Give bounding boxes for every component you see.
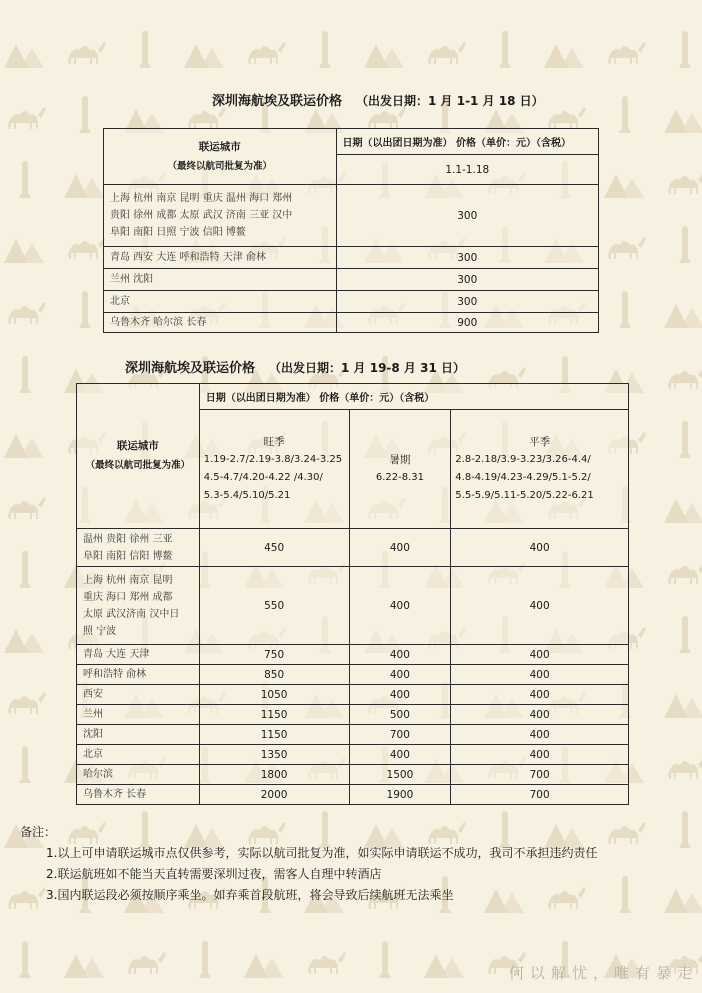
season-header bbox=[199, 410, 349, 529]
note-item: 3.国内联运段必须按顺序乘坐。如弃乘首段航班，将会导致后续航班无法乘坐 bbox=[46, 888, 454, 902]
obelisk-icon bbox=[302, 30, 348, 70]
table1-period: 1.1-1.18 bbox=[336, 155, 598, 185]
table1-row-cities bbox=[104, 269, 337, 291]
camel-icon bbox=[2, 95, 48, 135]
table1-row bbox=[104, 269, 599, 291]
table2-row bbox=[77, 745, 629, 765]
table1-price-table bbox=[103, 128, 599, 333]
obelisk-icon bbox=[2, 940, 48, 980]
table1-header-city-label: 联运城市 bbox=[198, 140, 241, 153]
obelisk-icon bbox=[602, 290, 648, 330]
table2-row-cities bbox=[77, 567, 200, 645]
city-list-line: 阜阳 南阳 日照 宁波 信阳 博鳌 bbox=[110, 227, 246, 238]
pyramid-icon bbox=[2, 615, 48, 655]
table2-row-cities bbox=[77, 725, 200, 745]
table2-row-cities bbox=[77, 529, 200, 567]
season-header bbox=[451, 410, 629, 529]
obelisk-icon bbox=[662, 810, 702, 850]
table2-row bbox=[77, 785, 629, 805]
city-list-line: 北京 bbox=[110, 296, 130, 307]
table1-title bbox=[212, 90, 544, 109]
table2-row bbox=[77, 645, 629, 665]
table2-row-cities bbox=[77, 765, 200, 785]
table2-row-price: 500 bbox=[349, 705, 451, 725]
table1-header-city bbox=[104, 129, 337, 185]
obelisk-icon bbox=[662, 615, 702, 655]
season-dates bbox=[455, 451, 624, 505]
table2-row-price: 750 bbox=[199, 645, 349, 665]
pyramid-icon bbox=[2, 420, 48, 460]
camel-icon bbox=[2, 485, 48, 525]
season-date-line: 2.8-2.18/3.9-3.23/3.26-4.4/ bbox=[455, 454, 591, 465]
season-date-line: 4.8-4.19/4.23-4.29/5.1-5.2/ bbox=[455, 472, 591, 483]
obelisk-icon bbox=[362, 940, 408, 980]
obelisk-icon bbox=[2, 550, 48, 590]
table1-row-price: 300 bbox=[336, 185, 598, 247]
table2-row-price: 1050 bbox=[199, 685, 349, 705]
table2-row-price: 400 bbox=[451, 705, 629, 725]
table2-header-city bbox=[77, 384, 200, 529]
pyramid-icon bbox=[662, 290, 702, 330]
obelisk-icon bbox=[662, 420, 702, 460]
camel-icon bbox=[422, 30, 468, 70]
table2-row-cities bbox=[77, 685, 200, 705]
camel-icon bbox=[2, 290, 48, 330]
season-dates bbox=[204, 451, 345, 505]
table1-row-cities bbox=[104, 185, 337, 247]
table1-header-date: 日期（以出团日期为准） 价格（单价：元）（含税） bbox=[336, 129, 598, 155]
obelisk-icon bbox=[182, 940, 228, 980]
city-list-line: 照 宁波 bbox=[83, 625, 117, 637]
table2-row bbox=[77, 529, 629, 567]
table2-row-price: 400 bbox=[349, 567, 451, 645]
table2-row-price: 1150 bbox=[199, 705, 349, 725]
table2-header-city-note: （最终以航司批复为准） bbox=[85, 460, 191, 471]
table1-row-price: 300 bbox=[336, 269, 598, 291]
city-list-line: 西安 bbox=[83, 689, 103, 700]
table1-title-text: 深圳海航埃及联运价格 bbox=[212, 94, 343, 109]
pyramid-icon bbox=[2, 225, 48, 265]
camel-icon bbox=[662, 355, 702, 395]
table2-row-cities bbox=[77, 645, 200, 665]
city-list-line: 哈尔滨 bbox=[83, 769, 113, 780]
obelisk-icon bbox=[62, 290, 108, 330]
table2-date-range: （出发日期：1 月 19-8 月 31 日） bbox=[269, 361, 465, 375]
table2-row bbox=[77, 725, 629, 745]
obelisk-icon bbox=[662, 225, 702, 265]
city-list-line: 沈阳 bbox=[83, 729, 103, 740]
table2-row-price: 1150 bbox=[199, 725, 349, 745]
season-date-line: 5.5-5.9/5.11-5.20/5.22-6.21 bbox=[455, 490, 594, 501]
table2-title-text: 深圳海航埃及联运价格 bbox=[125, 361, 256, 376]
pyramid-icon bbox=[422, 940, 468, 980]
table2-row bbox=[77, 705, 629, 725]
table2-row-price: 1800 bbox=[199, 765, 349, 785]
pyramid-icon bbox=[182, 30, 228, 70]
pyramid-icon bbox=[602, 160, 648, 200]
season-date-line: 5.3-5.4/5.10/5.21 bbox=[203, 490, 291, 501]
city-list-line: 兰州 沈阳 bbox=[110, 274, 154, 285]
camel-icon bbox=[62, 30, 108, 70]
obelisk-icon bbox=[122, 30, 168, 70]
pyramid-icon bbox=[242, 940, 288, 980]
pyramid-icon bbox=[2, 30, 48, 70]
table2-row-price: 550 bbox=[199, 567, 349, 645]
table1-row-cities bbox=[104, 291, 337, 313]
season-label: 旺季 bbox=[263, 436, 285, 448]
city-list-line: 贵阳 徐州 成都 太原 武汉 济南 三亚 汉中 bbox=[110, 210, 293, 221]
table1-row bbox=[104, 247, 599, 269]
table2-header-date: 日期（以出团日期为准） 价格（单价：元）（含税） bbox=[199, 384, 628, 410]
table2-price-table bbox=[76, 383, 629, 805]
table1-row-cities bbox=[104, 247, 337, 269]
city-list-line: 乌鲁木齐 长春 bbox=[83, 789, 147, 800]
camel-icon bbox=[662, 160, 702, 200]
note-item: 1.以上可申请联运城市点仅供参考，实际以航司批复为准，如实际申请联运不成功，我司不承担违约责任 bbox=[46, 846, 598, 860]
city-list-line: 兰州 bbox=[83, 709, 103, 720]
city-list-line: 上海 杭州 南京 昆明 重庆 温州 海口 郑州 bbox=[110, 193, 293, 204]
table2-row-price: 400 bbox=[451, 529, 629, 567]
table2-row-price: 400 bbox=[349, 745, 451, 765]
table2-row-price: 400 bbox=[451, 567, 629, 645]
table1-date-range: （出发日期：1 月 1-1 月 18 日） bbox=[356, 94, 544, 108]
table2-row-cities bbox=[77, 745, 200, 765]
city-list-line: 呼和浩特 俞林 bbox=[83, 669, 147, 680]
camel-icon bbox=[2, 680, 48, 720]
obelisk-icon bbox=[662, 30, 702, 70]
camel-icon bbox=[662, 745, 702, 785]
city-list-line: 太原 武汉济南 汉中日 bbox=[83, 608, 180, 620]
table1-row-price: 300 bbox=[336, 247, 598, 269]
city-list-line: 温州 贵阳 徐州 三亚 bbox=[83, 533, 173, 545]
table2-title bbox=[125, 357, 465, 376]
table2-row-price: 400 bbox=[451, 685, 629, 705]
table2-row-price: 400 bbox=[349, 685, 451, 705]
season-header bbox=[349, 410, 451, 529]
table2-row-price: 400 bbox=[451, 645, 629, 665]
obelisk-icon bbox=[62, 95, 108, 135]
camel-icon bbox=[242, 30, 288, 70]
city-list-line: 青岛 西安 大连 呼和浩特 天津 俞林 bbox=[110, 252, 266, 263]
camel-icon bbox=[302, 940, 348, 980]
pyramid-icon bbox=[662, 485, 702, 525]
season-date-line: 1.19-2.7/2.19-3.8/3.24-3.25 bbox=[203, 454, 343, 465]
obelisk-icon bbox=[2, 355, 48, 395]
table1-row bbox=[104, 291, 599, 313]
table2-row bbox=[77, 685, 629, 705]
table1-header-city-note: （最终以航司批复为准） bbox=[167, 160, 273, 172]
city-list-line: 阜阳 南阳 信阳 博鳌 bbox=[83, 550, 173, 562]
obelisk-icon bbox=[2, 745, 48, 785]
obelisk-icon bbox=[2, 160, 48, 200]
camel-icon bbox=[602, 30, 648, 70]
camel-icon bbox=[122, 940, 168, 980]
obelisk-icon bbox=[602, 95, 648, 135]
camel-icon bbox=[602, 810, 648, 850]
table1-row-price: 300 bbox=[336, 291, 598, 313]
season-dates bbox=[354, 469, 447, 487]
table2-row bbox=[77, 567, 629, 645]
camel-icon bbox=[602, 225, 648, 265]
table2-row bbox=[77, 765, 629, 785]
table2-row-price: 2000 bbox=[199, 785, 349, 805]
table2-row-price: 400 bbox=[451, 725, 629, 745]
city-list-line: 上海 杭州 南京 昆明 bbox=[83, 574, 173, 586]
table2-header-city-label: 联运城市 bbox=[116, 440, 159, 452]
notes-heading: 备注： bbox=[20, 825, 57, 839]
obelisk-icon bbox=[602, 875, 648, 915]
pyramid-icon bbox=[662, 95, 702, 135]
pyramid-icon bbox=[662, 875, 702, 915]
season-label: 平季 bbox=[529, 436, 551, 448]
city-list-line: 北京 bbox=[83, 749, 103, 760]
footer-slogan: 何以解忧，唯有暴走 bbox=[508, 964, 698, 982]
table2-row-cities bbox=[77, 665, 200, 685]
city-list-line: 青岛 大连 天津 bbox=[83, 649, 150, 660]
table2-row-price: 850 bbox=[199, 665, 349, 685]
season-date-line: 6.22-8.31 bbox=[375, 472, 424, 483]
pyramid-icon bbox=[662, 680, 702, 720]
table2-row-price: 700 bbox=[451, 765, 629, 785]
table2-row-price: 400 bbox=[349, 529, 451, 567]
obelisk-icon bbox=[482, 30, 528, 70]
table2-row-price: 400 bbox=[349, 665, 451, 685]
city-list-line: 重庆 海口 郑州 成都 bbox=[83, 591, 173, 603]
camel-icon bbox=[662, 550, 702, 590]
table1-row bbox=[104, 185, 599, 247]
table1-row bbox=[104, 313, 599, 333]
city-list-line: 乌鲁木齐 哈尔滨 长春 bbox=[110, 317, 207, 328]
pyramid-icon bbox=[362, 30, 408, 70]
table2-row-cities bbox=[77, 705, 200, 725]
table1-row-cities bbox=[104, 313, 337, 333]
table2-row-cities bbox=[77, 785, 200, 805]
pyramid-icon bbox=[542, 30, 588, 70]
pyramid-icon bbox=[62, 160, 108, 200]
table2-row-price: 700 bbox=[349, 725, 451, 745]
table2-row-price: 700 bbox=[451, 785, 629, 805]
note-item: 2.联运航班如不能当天直转需要深圳过夜，需客人自理中转酒店 bbox=[46, 867, 382, 881]
pyramid-icon bbox=[62, 940, 108, 980]
table2-row-price: 450 bbox=[199, 529, 349, 567]
table2-row bbox=[77, 665, 629, 685]
camel-icon bbox=[62, 225, 108, 265]
season-date-line: 4.5-4.7/4.20-4.22 /4.30/ bbox=[203, 472, 323, 483]
notes-section bbox=[20, 822, 597, 906]
table1-row-price: 900 bbox=[336, 313, 598, 333]
table2-row-price: 400 bbox=[451, 665, 629, 685]
table2-row-price: 1500 bbox=[349, 765, 451, 785]
table2-row-price: 400 bbox=[451, 745, 629, 765]
table2-row-price: 400 bbox=[349, 645, 451, 665]
season-label: 暑期 bbox=[389, 454, 411, 466]
table2-row-price: 1350 bbox=[199, 745, 349, 765]
table2-row-price: 1900 bbox=[349, 785, 451, 805]
